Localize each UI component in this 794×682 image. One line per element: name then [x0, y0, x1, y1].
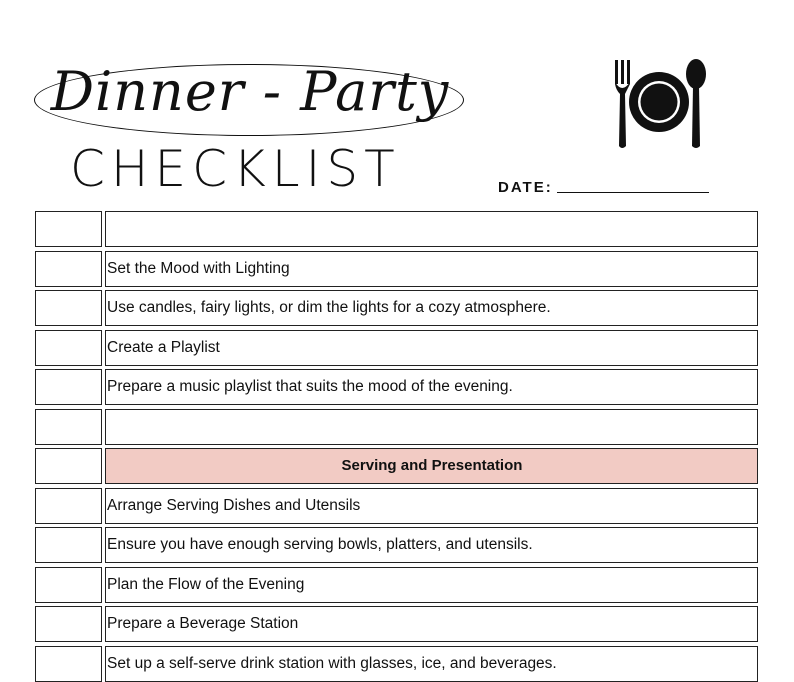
task-text[interactable]: Create a Playlist [105, 330, 758, 366]
date-field [498, 179, 709, 196]
date-label: DATE: [498, 179, 553, 196]
date-input-line[interactable] [557, 192, 709, 193]
checkbox-cell[interactable] [35, 646, 102, 682]
task-text[interactable]: Plan the Flow of the Evening [105, 567, 758, 603]
checkbox-cell[interactable] [35, 290, 102, 326]
task-text[interactable]: Arrange Serving Dishes and Utensils [105, 488, 758, 524]
section-header: Serving and Presentation [105, 448, 758, 484]
table-row [35, 527, 759, 563]
page-title: CHECKLIST [70, 140, 401, 198]
task-text[interactable]: Ensure you have enough serving bowls, platters, and utensils. [105, 527, 758, 563]
task-text[interactable] [105, 409, 758, 445]
table-row [35, 290, 759, 326]
script-title [34, 56, 466, 146]
task-text[interactable]: Prepare a music playlist that suits the mood of the evening. [105, 369, 758, 405]
table-row [35, 409, 759, 445]
task-text[interactable] [105, 211, 758, 247]
table-row [35, 488, 759, 524]
place-setting-icon [612, 58, 708, 150]
script-title-text: Dinner - Party [50, 60, 450, 123]
table-row [35, 330, 759, 366]
table-row [35, 369, 759, 405]
checkbox-cell[interactable] [35, 606, 102, 642]
checkbox-cell[interactable] [35, 488, 102, 524]
table-row [35, 646, 759, 682]
checkbox-cell[interactable] [35, 369, 102, 405]
checkbox-cell[interactable] [35, 527, 102, 563]
task-text[interactable]: Set up a self-serve drink station with glasses, ice, and beverages. [105, 646, 758, 682]
checkbox-cell[interactable] [35, 409, 102, 445]
table-row [35, 211, 759, 247]
checkbox-cell[interactable] [35, 448, 102, 484]
checkbox-cell[interactable] [35, 330, 102, 366]
task-text[interactable]: Set the Mood with Lighting [105, 251, 758, 287]
task-text[interactable]: Prepare a Beverage Station [105, 606, 758, 642]
checkbox-cell[interactable] [35, 211, 102, 247]
section-header-row [35, 448, 759, 484]
checkbox-cell[interactable] [35, 251, 102, 287]
checkbox-cell[interactable] [35, 567, 102, 603]
task-text[interactable]: Use candles, fairy lights, or dim the lights for a cozy atmosphere. [105, 290, 758, 326]
table-row [35, 606, 759, 642]
table-row [35, 567, 759, 603]
table-row [35, 251, 759, 287]
